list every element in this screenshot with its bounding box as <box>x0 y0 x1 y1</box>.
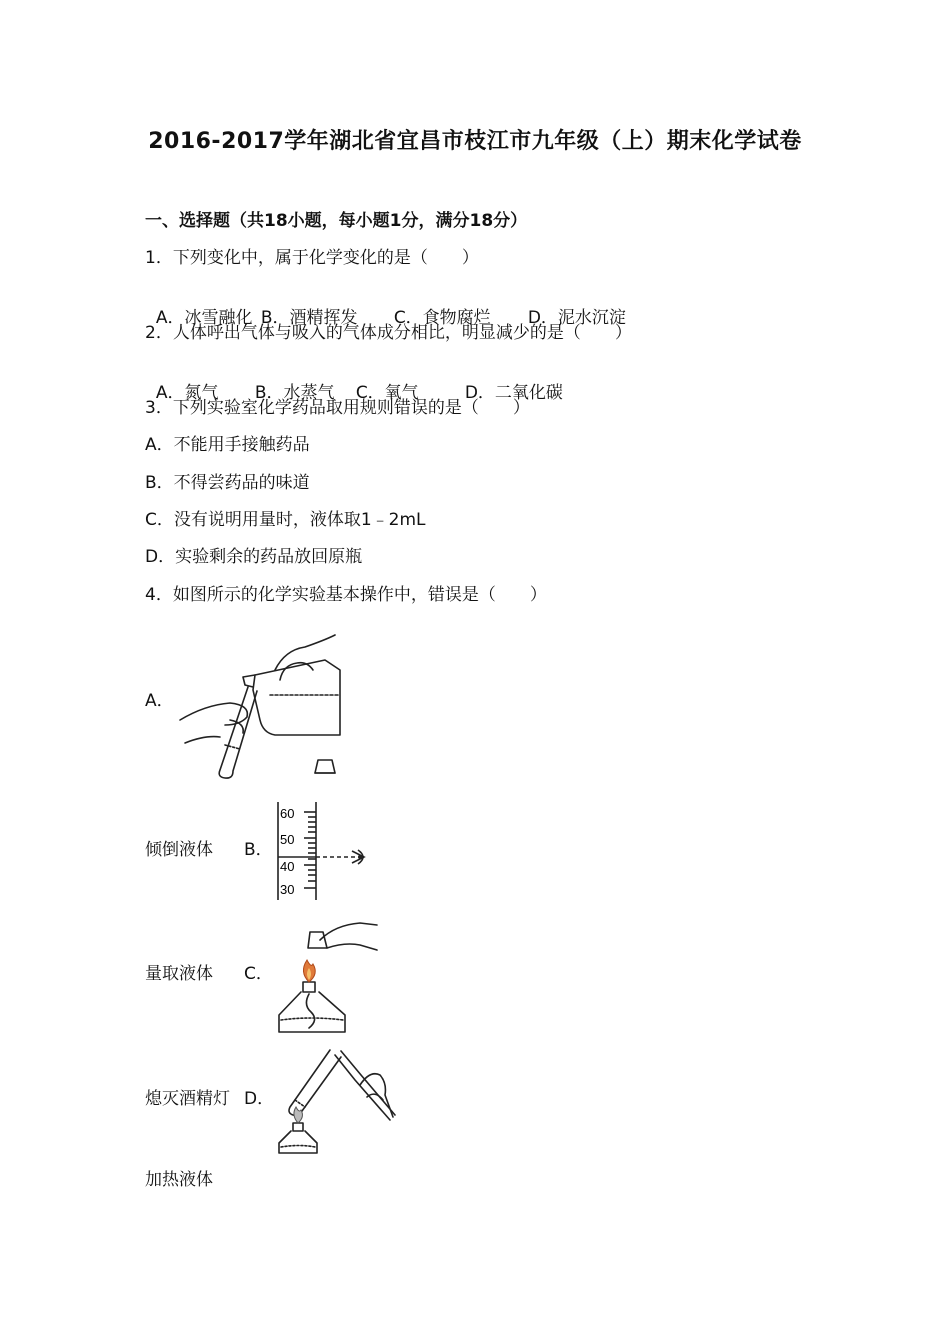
q3-option-d[interactable]: D．实验剩余的药品放回原瓶 <box>145 547 363 567</box>
page-title: 2016-2017学年湖北省宜昌市枝江市九年级（上）期末化学试卷 <box>148 129 802 154</box>
cylinder-tick-60: 60 <box>280 806 295 821</box>
section-heading: 一、选择题（共18小题，每小题1分，满分18分） <box>145 211 528 231</box>
q1-option-c[interactable]: C．食物腐烂 <box>393 308 491 328</box>
measuring-cylinder-figure <box>270 800 380 902</box>
cylinder-tick-40: 40 <box>280 859 295 874</box>
q1-option-b[interactable]: B．酒精挥发 <box>260 308 358 328</box>
question-1-stem: 1．下列变化中，属于化学变化的是（ ） <box>145 248 479 268</box>
question-4-stem: 4．如图所示的化学实验基本操作中，错误是（ ） <box>145 585 547 605</box>
cylinder-tick-30: 30 <box>280 882 295 897</box>
q1-option-d[interactable]: D．泥水沉淀 <box>527 308 626 328</box>
question-3-stem: 3．下列实验室化学药品取用规则错误的是（ ） <box>145 398 530 418</box>
q1-option-a[interactable]: A．冰雪融化 <box>155 308 253 328</box>
q3-option-b[interactable]: B．不得尝药品的味道 <box>145 473 310 493</box>
question-2-stem: 2．人体呼出气体与吸入的气体成分相比，明显减少的是（ ） <box>145 323 632 343</box>
q3-option-c[interactable]: C．没有说明用量时，液体取1﹣2mL <box>145 510 426 530</box>
q4-caption-a: 倾倒液体 <box>145 840 213 860</box>
q4-caption-c: 熄灭酒精灯 <box>145 1089 230 1109</box>
cylinder-tick-50: 50 <box>280 832 295 847</box>
extinguish-lamp-figure <box>275 920 380 1038</box>
pouring-liquid-figure <box>175 625 350 780</box>
q2-option-d[interactable]: D．二氧化碳 <box>464 383 563 403</box>
heating-liquid-figure <box>275 1045 400 1157</box>
q4-option-c-letter[interactable]: C． <box>244 964 273 984</box>
q4-caption-b: 量取液体 <box>145 964 213 984</box>
q4-option-b-letter[interactable]: B． <box>244 840 273 860</box>
q2-option-b[interactable]: B．水蒸气 <box>254 383 335 403</box>
q2-option-a[interactable]: A．氮气 <box>155 383 219 403</box>
q4-option-a-letter[interactable]: A． <box>145 691 174 711</box>
q4-caption-d: 加热液体 <box>145 1170 213 1190</box>
q4-option-d-letter[interactable]: D． <box>244 1089 275 1109</box>
q2-option-c[interactable]: C．氧气 <box>355 383 419 403</box>
q3-option-a[interactable]: A．不能用手接触药品 <box>145 435 310 455</box>
